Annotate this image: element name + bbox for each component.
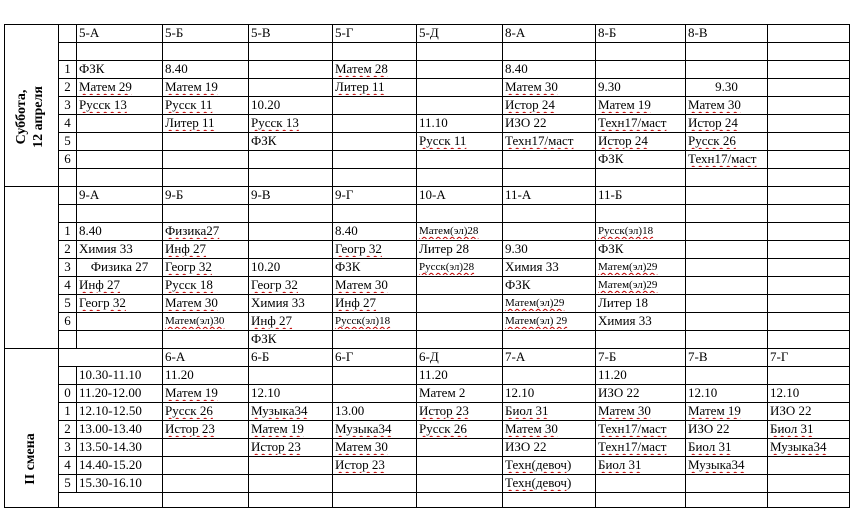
lesson-time: 14.40-15.20: [79, 457, 142, 472]
lesson-cell: Истор 23: [165, 421, 215, 436]
lesson-number: 5: [64, 475, 71, 490]
lesson-cell: Матем 19: [688, 403, 741, 418]
lesson-number: 4: [64, 457, 71, 472]
lesson-cell: Русск 11: [165, 97, 213, 112]
lesson-cell: Техн(девоч): [505, 475, 572, 490]
class-header: 7-А: [505, 349, 526, 364]
lesson-cell: Инф 27: [79, 277, 121, 292]
lesson-cell: Музыка34: [688, 457, 745, 472]
class-header: 7-В: [688, 349, 708, 364]
class-header: 7-Б: [598, 349, 617, 364]
shift-label: II смена: [23, 433, 38, 485]
lesson-cell: Русск 13: [251, 115, 299, 130]
lesson-cell: Химия 33: [598, 313, 652, 328]
lesson-cell: Техн17/маст: [598, 439, 667, 454]
lesson-time: 13.00-13.40: [79, 421, 142, 436]
lesson-cell: Истор 23: [419, 403, 469, 418]
lesson-cell: Техн17/маст: [598, 421, 667, 436]
lesson-cell: Биол 31: [770, 421, 814, 436]
lesson-number: 3: [64, 97, 71, 112]
lesson-number: 1: [64, 223, 71, 238]
lesson-cell: Литер 28: [419, 241, 469, 256]
class-header: 5-А: [79, 25, 100, 40]
lesson-cell: Геогр 32: [335, 241, 382, 256]
lesson-cell: Матем 30: [165, 295, 218, 310]
lesson-cell: Матем 30: [505, 79, 558, 94]
lesson-cell: ИЗО 22: [688, 421, 730, 436]
class-header: 8-Б: [598, 25, 617, 40]
class-header: 8-А: [505, 25, 526, 40]
lesson-cell: 9.30: [715, 79, 738, 94]
lesson-cell: Матем 30: [505, 421, 558, 436]
lesson-cell: Русск 26: [165, 403, 213, 418]
lesson-cell: ФЗК: [505, 277, 531, 292]
lesson-cell: 11.20: [419, 367, 448, 382]
lesson-cell: ФЗК: [79, 61, 105, 76]
lesson-cell: 8.40: [335, 223, 358, 238]
lesson-cell: Физика 27: [90, 259, 149, 274]
lesson-time: 12.10-12.50: [79, 403, 142, 418]
lesson-cell: 12.10: [505, 385, 535, 400]
lesson-number: 2: [64, 421, 71, 436]
lesson-cell: Химия 33: [251, 295, 305, 310]
lesson-time: 15.30-16.10: [79, 475, 142, 490]
lesson-number: 3: [64, 259, 71, 274]
lesson-cell: ИЗО 22: [598, 385, 640, 400]
lesson-cell: Музыка34: [251, 403, 308, 418]
class-header: 6-Д: [419, 349, 439, 364]
lesson-cell: ИЗО 22: [505, 115, 547, 130]
class-header: 5-Д: [419, 25, 439, 40]
lesson-cell: Инф 27: [335, 295, 377, 310]
lesson-cell: Матем(эл)30: [165, 315, 225, 327]
class-header: 7-Г: [770, 349, 789, 364]
lesson-cell: Матем(эл)29: [598, 261, 658, 273]
lesson-cell: 12.10: [251, 385, 281, 400]
lesson-number: 1: [64, 61, 71, 76]
lesson-number: 4: [64, 277, 71, 292]
class-header: 6-Г: [335, 349, 354, 364]
class-header: 5-Б: [165, 25, 184, 40]
lesson-cell: Русск 26: [688, 133, 736, 148]
class-header: 11-Б: [598, 187, 623, 202]
day-label: [13, 62, 47, 172]
lesson-cell: 12.10: [688, 385, 718, 400]
lesson-cell: Литер 11: [335, 79, 385, 94]
schedule-table: [4, 24, 850, 508]
lesson-cell: Русск 11: [419, 133, 467, 148]
lesson-number: 2: [64, 241, 71, 256]
lesson-cell: Истор 24: [688, 115, 738, 130]
lesson-cell: Матем 19: [598, 97, 651, 112]
lesson-cell: Матем 19: [165, 385, 218, 400]
class-header: 9-А: [79, 187, 100, 202]
lesson-cell: Геогр 32: [79, 295, 126, 310]
lesson-cell: Техн(девоч): [505, 457, 572, 472]
lesson-cell: Матем(эл) 29: [505, 315, 568, 327]
lesson-number: 5: [64, 133, 71, 148]
lesson-cell: ФЗК: [598, 241, 624, 256]
lesson-cell: ФЗК: [598, 151, 624, 166]
lesson-number: 5: [64, 295, 71, 310]
lesson-cell: 11.10: [419, 115, 448, 130]
class-header: 6-Б: [251, 349, 270, 364]
lesson-cell: Биол 31: [688, 439, 732, 454]
lesson-cell: Истор 23: [251, 439, 301, 454]
lesson-cell: Музыка34: [770, 439, 827, 454]
lesson-cell: 11.20: [598, 367, 627, 382]
lesson-cell: 9.30: [505, 241, 528, 256]
lesson-cell: Матем 30: [335, 439, 388, 454]
lesson-time: 13.50-14.30: [79, 439, 142, 454]
class-header: 5-В: [251, 25, 271, 40]
lesson-cell: Биол 31: [598, 457, 642, 472]
lesson-cell: Матем(эл)29: [505, 297, 565, 309]
lesson-cell: Истор 24: [505, 97, 555, 112]
lesson-cell: 8.40: [79, 223, 102, 238]
lesson-cell: 9.30: [598, 79, 621, 94]
lesson-cell: Русск(эл)28: [419, 261, 475, 273]
lesson-cell: Истор 24: [598, 133, 648, 148]
class-header: 11-А: [505, 187, 532, 202]
class-header: 9-Г: [335, 187, 354, 202]
lesson-cell: Русск(эл)18: [335, 315, 391, 327]
lesson-number: 1: [64, 403, 71, 418]
lesson-cell: Техн17/маст: [505, 133, 574, 148]
day-label-line-1: Суббота,: [14, 89, 29, 145]
day-label-line-2: 12 апреля: [31, 86, 46, 148]
lesson-cell: Матем 28: [335, 61, 388, 76]
lesson-cell: Русск 26: [419, 421, 467, 436]
class-header: 9-Б: [165, 187, 184, 202]
lesson-cell: Инф 27: [165, 241, 207, 256]
lesson-cell: Русск 18: [165, 277, 213, 292]
lesson-time: 11.20-12.00: [79, 385, 142, 400]
lesson-cell: 12.10: [770, 385, 800, 400]
lesson-cell: 11.20: [165, 367, 194, 382]
lesson-number: 0: [64, 385, 71, 400]
lesson-cell: Биол 31: [505, 403, 549, 418]
lesson-number: 3: [64, 439, 71, 454]
lesson-cell: Матем(эл)28: [419, 225, 479, 237]
lesson-cell: Музыка34: [335, 421, 392, 436]
lesson-cell: ФЗК: [251, 331, 277, 346]
lesson-cell: Матем 30: [335, 277, 388, 292]
lesson-cell: 13.00: [335, 403, 365, 418]
lesson-cell: Геогр 32: [251, 277, 298, 292]
lesson-cell: Матем 2: [419, 385, 466, 400]
lesson-number: 6: [64, 313, 71, 328]
lesson-cell: 8.40: [165, 61, 188, 76]
lesson-cell: Матем 29: [79, 79, 132, 94]
lesson-cell: Матем 19: [165, 79, 218, 94]
lesson-cell: ФЗК: [335, 259, 361, 274]
lesson-cell: ИЗО 22: [770, 403, 812, 418]
lesson-number: 4: [64, 115, 71, 130]
lesson-cell: Химия 33: [79, 241, 133, 256]
lesson-cell: Литер 11: [165, 115, 215, 130]
class-header: 9-В: [251, 187, 271, 202]
lesson-cell: ФЗК: [251, 133, 277, 148]
lesson-cell: Техн17/маст: [688, 151, 757, 166]
lesson-time: 10.30-11.10: [79, 367, 142, 382]
class-header: 6-А: [165, 349, 186, 364]
lesson-cell: Инф 27: [251, 313, 293, 328]
lesson-cell: Русск(эл)18: [598, 225, 654, 237]
lesson-cell: 8.40: [505, 61, 528, 76]
class-header: 10-А: [419, 187, 446, 202]
lesson-cell: Матем 19: [251, 421, 304, 436]
lesson-cell: ИЗО 22: [505, 439, 547, 454]
lesson-number: 2: [64, 79, 71, 94]
class-header: 5-Г: [335, 25, 354, 40]
lesson-cell: Литер 18: [598, 295, 648, 310]
lesson-cell: Матем(эл)29: [598, 279, 658, 291]
lesson-cell: 10.20: [251, 97, 281, 112]
lesson-cell: Истор 23: [335, 457, 385, 472]
lesson-cell: Матем 30: [688, 97, 741, 112]
lesson-cell: Русск 13: [79, 97, 127, 112]
class-header: 8-В: [688, 25, 708, 40]
lesson-cell: Матем 30: [598, 403, 651, 418]
lesson-cell: Физика27: [165, 223, 220, 238]
lesson-cell: Техн17/маст: [598, 115, 667, 130]
lesson-cell: 10.20: [251, 259, 281, 274]
lesson-cell: Химия 33: [505, 259, 559, 274]
lesson-cell: Геогр 32: [165, 259, 212, 274]
lesson-number: 6: [64, 151, 71, 166]
